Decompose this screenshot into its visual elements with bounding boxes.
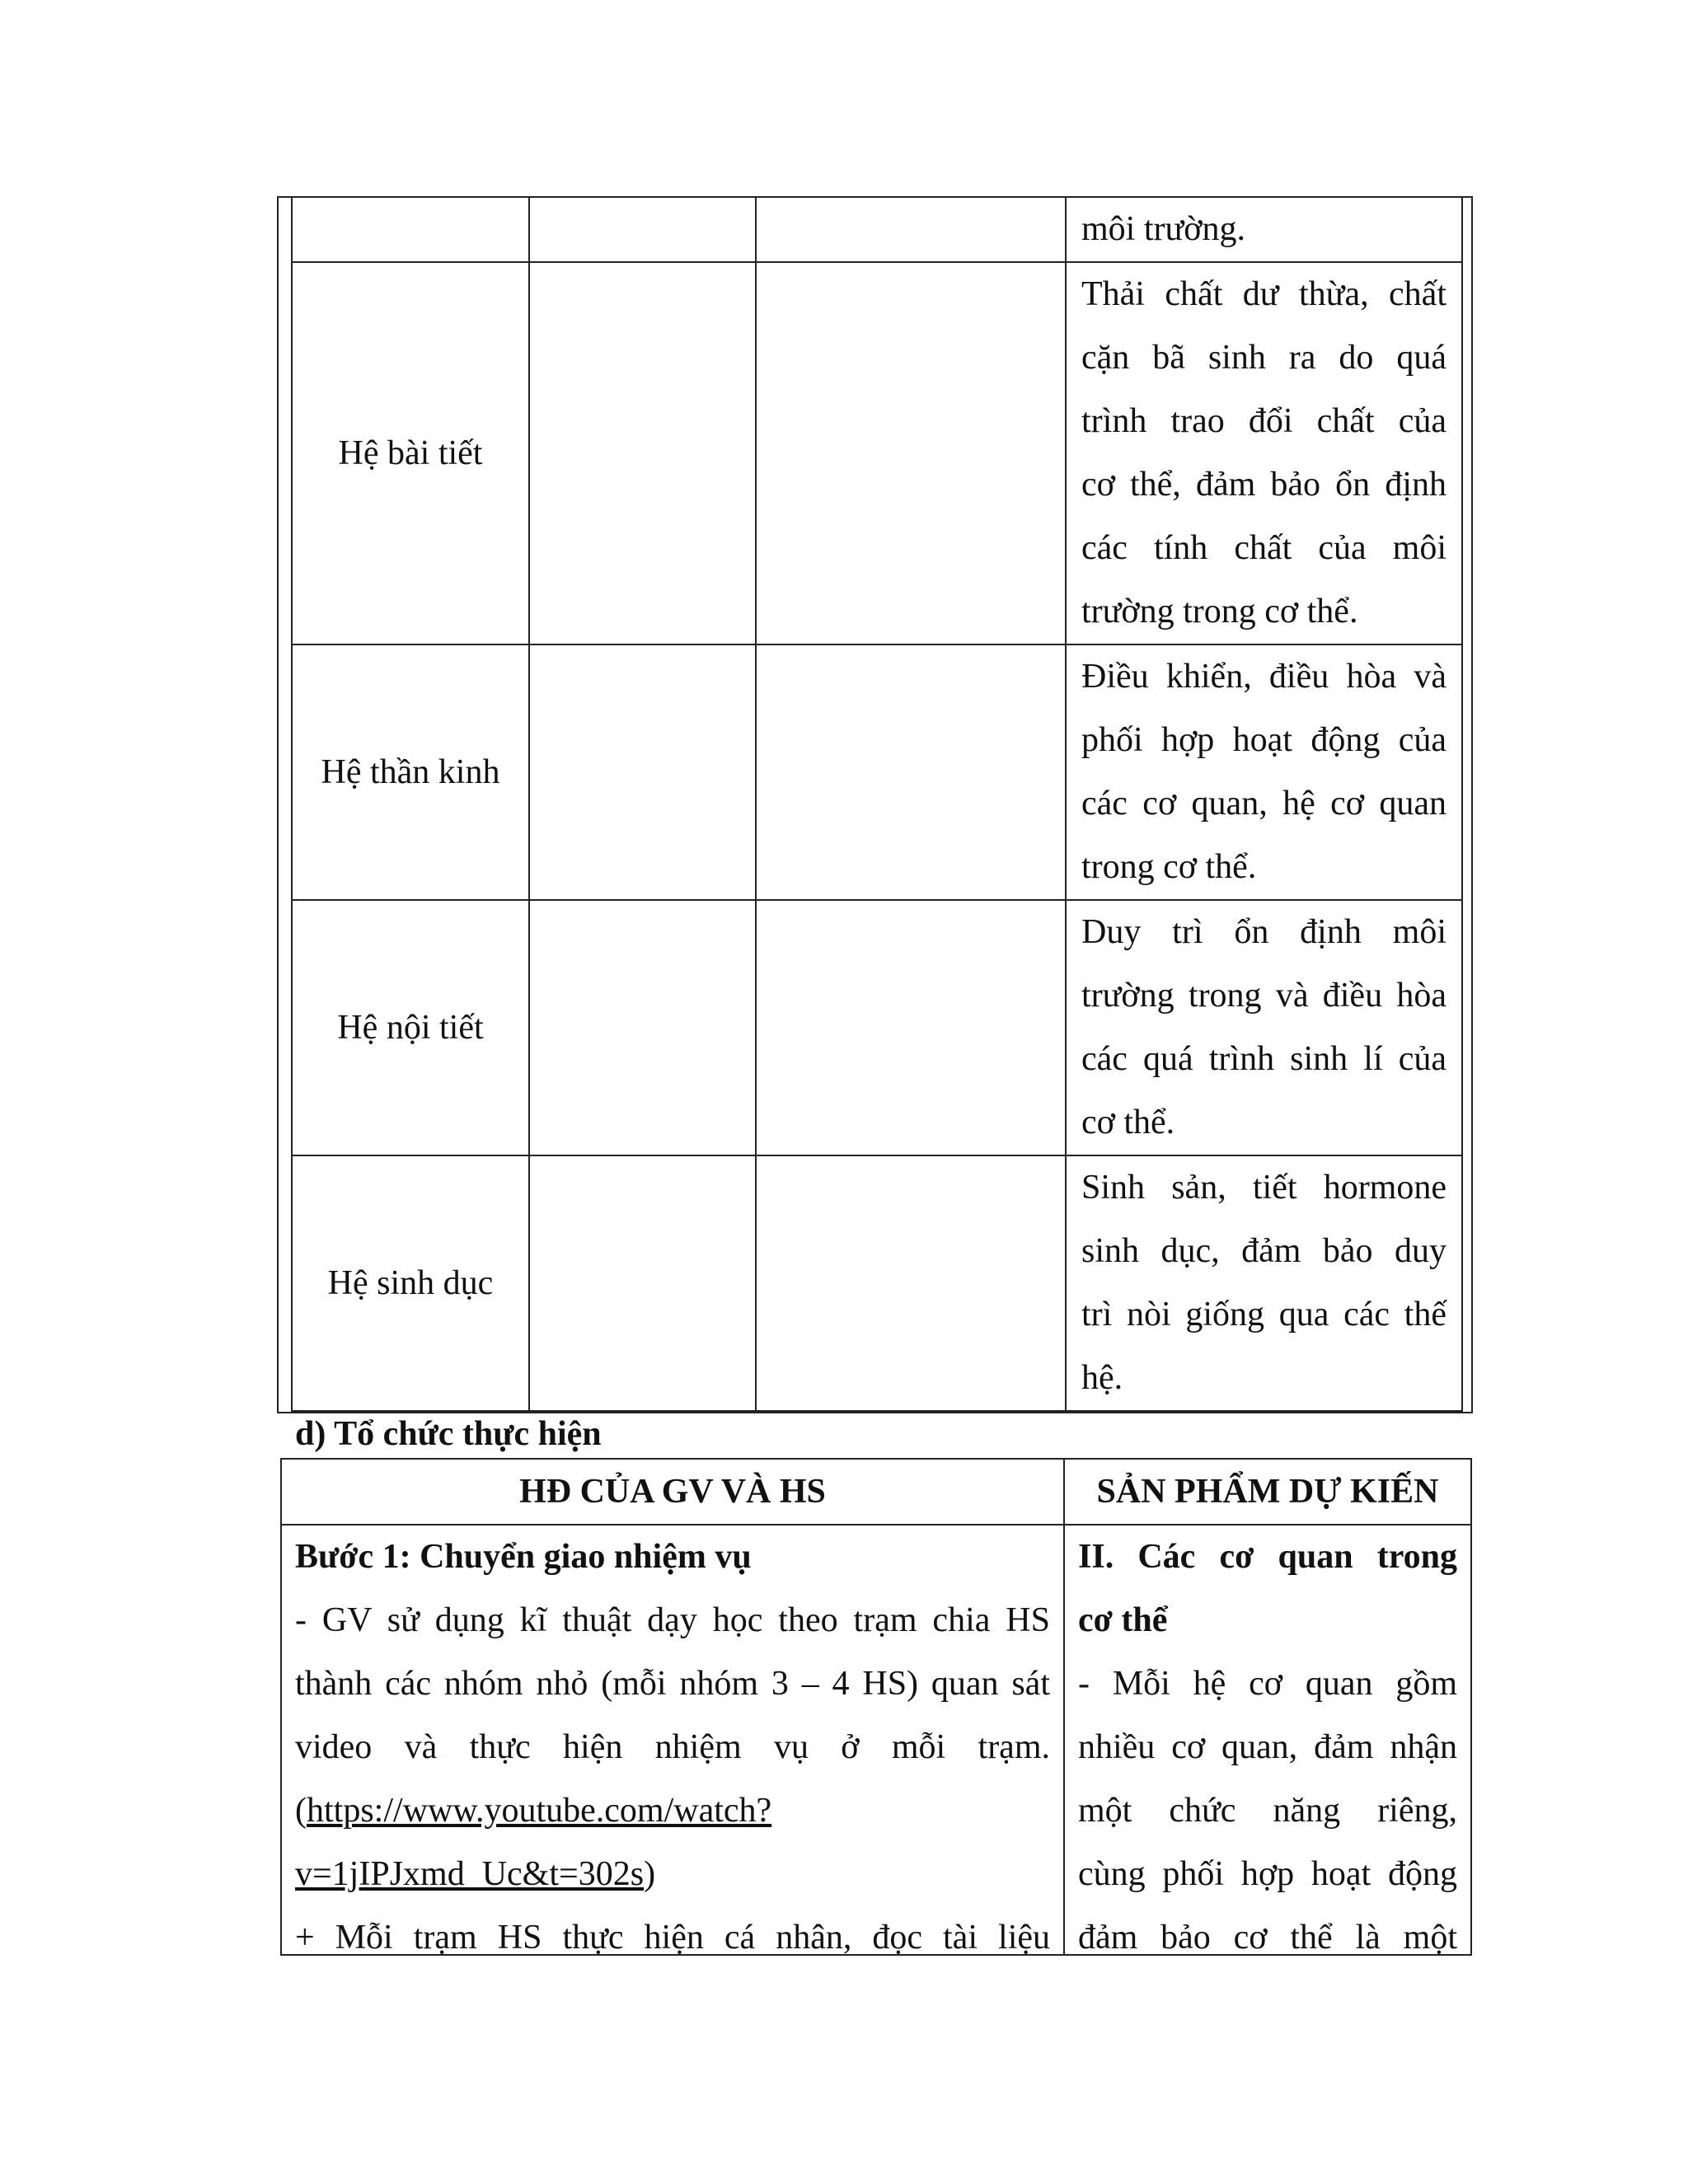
expected-product-cell — [1064, 1525, 1471, 1955]
function-cell — [1066, 262, 1462, 644]
function-line: các quá trình sinh lí của — [1081, 1040, 1447, 1078]
function-line: Sinh sản, tiết hormone — [1081, 1169, 1447, 1207]
product-line: - Mỗi hệ cơ quan gồm — [1078, 1665, 1457, 1703]
activity-line: - GV sử dụng kĩ thuật dạy học theo trạm chia HS — [295, 1601, 1050, 1639]
function-line: trong cơ thể. — [1081, 848, 1257, 886]
function-line: trường trong cơ thể. — [1081, 593, 1358, 630]
function-line: trì nòi giống qua các thế — [1081, 1296, 1447, 1333]
activity-table — [280, 1458, 1472, 1956]
function-line: cặn bã sinh ra do quá — [1081, 339, 1447, 377]
empty-cell — [529, 1155, 756, 1411]
empty-cell — [756, 644, 1066, 900]
product-title-line: cơ thể — [1078, 1601, 1168, 1639]
activity-line: thành các nhóm nhỏ (mỗi nhóm 3 – 4 HS) quan sát — [295, 1665, 1050, 1703]
organ-system-row — [292, 1155, 1462, 1411]
organ-system-row — [292, 900, 1462, 1155]
function-line: trường trong và điều hòa — [1081, 977, 1447, 1015]
function-cell — [1066, 197, 1462, 262]
function-cell — [1066, 1155, 1462, 1411]
video-link-part1[interactable]: https://www.youtube.com/watch? — [307, 1792, 772, 1830]
empty-cell — [529, 262, 756, 644]
system-name-cell: Hệ sinh dục — [292, 1155, 529, 1411]
table-header-row — [281, 1459, 1471, 1525]
video-link-line — [295, 1779, 1050, 1843]
organ-system-row — [292, 197, 1462, 262]
system-name-cell: Hệ nội tiết — [292, 900, 529, 1155]
function-line: trình trao đổi chất của — [1081, 402, 1447, 440]
system-name-cell — [292, 197, 529, 262]
function-line: Điều khiển, điều hòa và — [1081, 658, 1447, 696]
empty-cell — [529, 197, 756, 262]
organ-system-row — [292, 262, 1462, 644]
product-line: nhiều cơ quan, đảm nhận — [1078, 1728, 1457, 1766]
section-heading: d) Tổ chức thực hiện — [295, 1415, 602, 1453]
activity-line: + Mỗi trạm HS thực hiện cá nhân, đọc tài liệu — [295, 1919, 1050, 1954]
product-title-line: II. Các cơ quan trong — [1078, 1538, 1457, 1576]
video-link-part2[interactable]: v=1jIPJxmd_Uc&t=302s — [295, 1855, 645, 1893]
empty-cell — [756, 197, 1066, 262]
product-line: cùng phối hợp hoạt động — [1078, 1855, 1457, 1893]
function-line: các cơ quan, hệ cơ quan — [1081, 785, 1447, 823]
organ-system-row — [292, 644, 1462, 900]
paren-close: ) — [644, 1855, 656, 1893]
function-line: sinh dục, đảm bảo duy — [1081, 1232, 1447, 1270]
function-line: môi trường. — [1081, 210, 1245, 248]
paren-open: ( — [295, 1792, 307, 1830]
function-line: Thải chất dư thừa, chất — [1081, 275, 1447, 313]
header-expected-product: SẢN PHẨM DỰ KIẾN — [1064, 1459, 1471, 1525]
step-title: Bước 1: Chuyển giao nhiệm vụ — [295, 1538, 752, 1576]
product-line: đảm bảo cơ thể là một — [1078, 1919, 1457, 1954]
function-cell — [1066, 900, 1462, 1155]
header-teacher-student-activity: HĐ CỦA GV VÀ HS — [281, 1459, 1064, 1525]
system-name-cell: Hệ thần kinh — [292, 644, 529, 900]
function-line: cơ thể, đảm bảo ổn định — [1081, 466, 1447, 504]
function-cell — [1066, 644, 1462, 900]
product-line: một chức năng riêng, — [1078, 1792, 1457, 1830]
function-line: hệ. — [1081, 1359, 1123, 1397]
system-name-cell: Hệ bài tiết — [292, 262, 529, 644]
function-line: cơ thể. — [1081, 1104, 1175, 1141]
organ-systems-table — [291, 196, 1463, 1412]
activity-cell — [281, 1525, 1064, 1955]
function-line: Duy trì ổn định môi — [1081, 913, 1447, 951]
empty-cell — [529, 644, 756, 900]
function-line: phối hợp hoạt động của — [1081, 721, 1447, 759]
empty-cell — [756, 1155, 1066, 1411]
empty-cell — [529, 900, 756, 1155]
table-body-row — [281, 1525, 1471, 1955]
empty-cell — [756, 900, 1066, 1155]
function-line: các tính chất của môi — [1081, 529, 1447, 567]
activity-line: video và thực hiện nhiệm vụ ở mỗi trạm. — [295, 1728, 1050, 1766]
video-link-line — [295, 1843, 1050, 1906]
empty-cell — [756, 262, 1066, 644]
